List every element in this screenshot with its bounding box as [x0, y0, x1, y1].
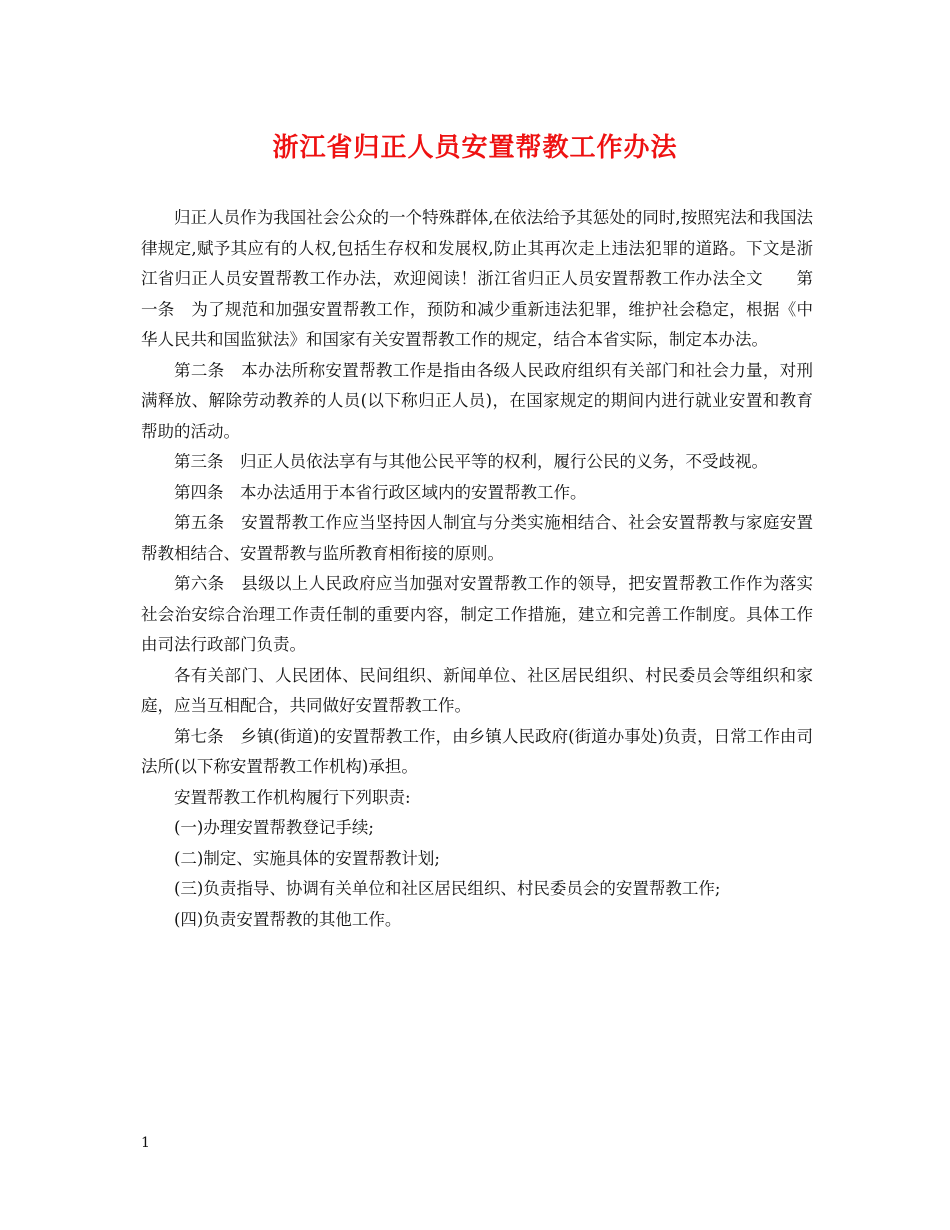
- page-number: 1: [141, 1135, 150, 1151]
- paragraph: 第七条 乡镇(街道)的安置帮教工作，由乡镇人民政府(街道办事处)负责，日常工作由司法所(以下称安置帮教工作机构)承担。: [141, 726, 813, 776]
- paragraph: 第三条 归正人员依法享有与其他公民平等的权利，履行公民的义务，不受歧视。: [174, 452, 768, 471]
- list-item: (四)负责安置帮教的其他工作。: [174, 909, 402, 929]
- paragraph: 第五条 安置帮教工作应当坚持因人制宜与分类实施相结合、社会安置帮教与家庭安置帮教相结合、安置帮教与监所教育相衔接的原则。: [141, 513, 813, 563]
- paragraph: 安置帮教工作机构履行下列职责:: [174, 787, 411, 807]
- document-title: 浙江省归正人员安置帮教工作办法: [272, 133, 678, 163]
- paragraph: 各有关部门、人民团体、民间组织、新闻单位、社区居民组织、村民委员会等组织和家庭，应当互相配合，共同做好安置帮教工作。: [141, 665, 813, 715]
- paragraph: 归正人员作为我国社会公众的一个特殊群体,在依法给予其惩处的同时,按照宪法和我国法律规定,赋予其应有的人权,包括生存权和发展权,防止其再次走上违法犯罪的道路。下文是浙江省归正人员安置帮教工作办法，欢迎阅读！浙江省归正人员安置帮教工作办法全文 第一条 为了规范和加强安置帮教工作，预防和减少重新违法犯罪，维护社会稳定，根据《中华人民共和国监狱法》和国家有关安置帮教工作的规定，结合本省实际，制定本办法。: [141, 208, 813, 349]
- list-item: (三)负责指导、协调有关单位和社区居民组织、村民委员会的安置帮教工作;: [174, 879, 721, 898]
- paragraph: 第二条 本办法所称安置帮教工作是指由各级人民政府组织有关部门和社会力量，对刑满释放、解除劳动教养的人员(以下称归正人员)，在国家规定的期间内进行就业安置和教育帮助的活动。: [141, 360, 813, 441]
- list-item: (一)办理安置帮教登记手续;: [174, 818, 374, 837]
- document-body: [141, 203, 813, 935]
- paragraph: 第六条 县级以上人民政府应当加强对安置帮教工作的领导，把安置帮教工作作为落实社会治安综合治理工作责任制的重要内容，制定工作措施，建立和完善工作制度。具体工作由司法行政部门负责。: [141, 574, 813, 654]
- list-item: (二)制定、实施具体的安置帮教计划;: [174, 848, 440, 868]
- paragraph: 第四条 本办法适用于本省行政区域内的安置帮教工作。: [174, 482, 587, 502]
